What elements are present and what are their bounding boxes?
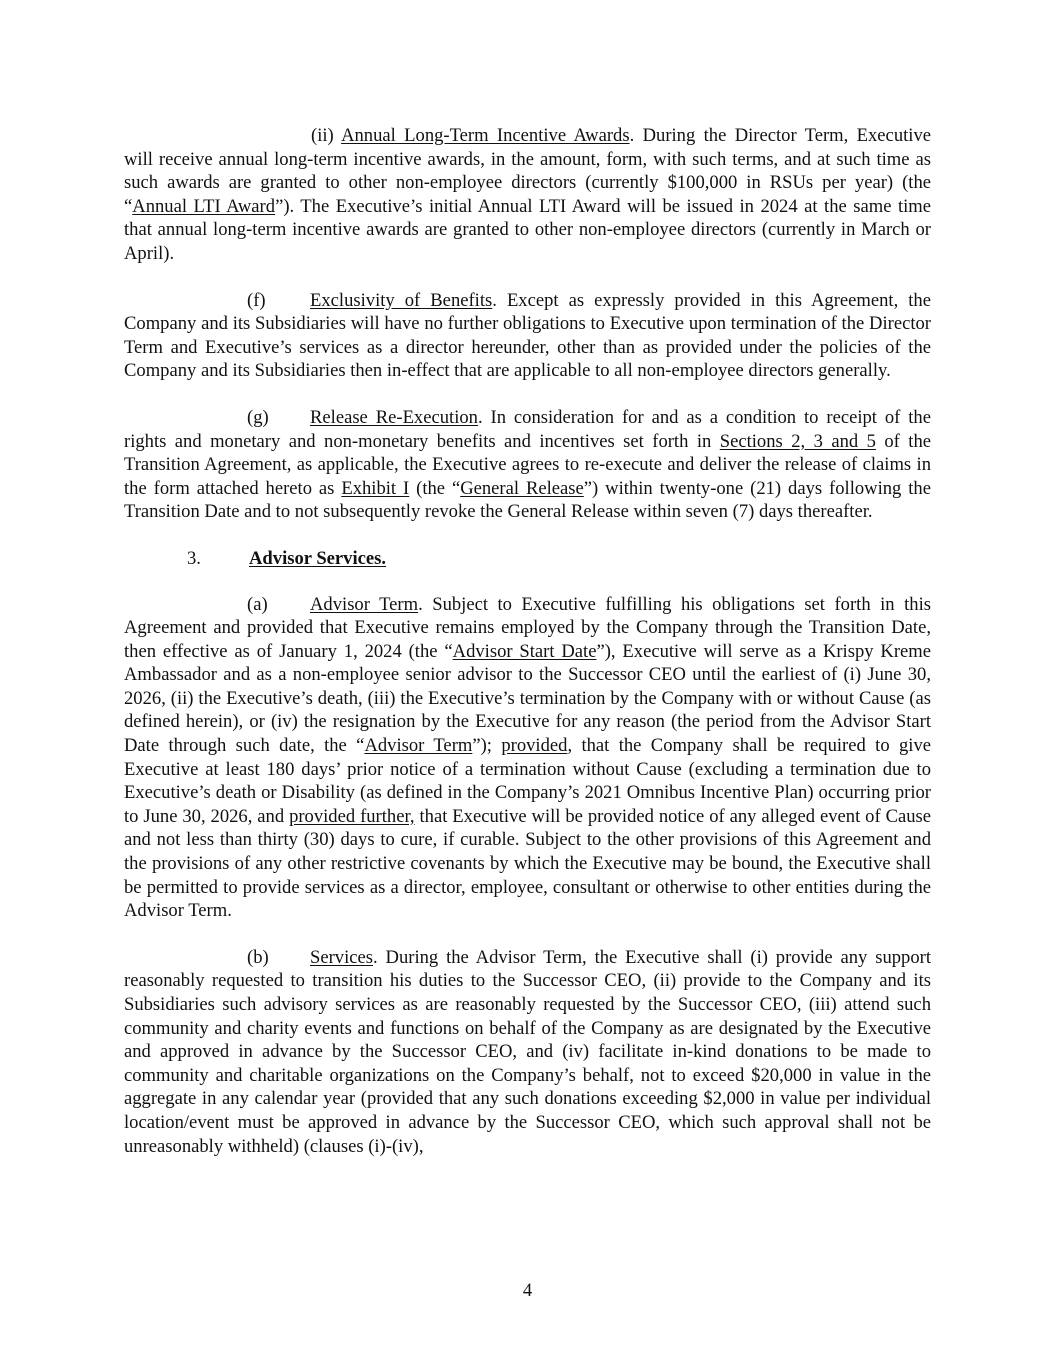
defined-term: Advisor Start Date [452, 640, 597, 662]
paragraph-title: Advisor Term [310, 593, 419, 615]
defined-term: Advisor Term [364, 735, 473, 757]
page-number: 4 [522, 1280, 533, 1301]
section-title: Advisor Services. [249, 547, 387, 569]
paragraph-label: (ii) [311, 125, 342, 146]
paragraph-label: (a) [247, 593, 268, 615]
paragraph-title: Services [310, 946, 373, 968]
paragraph-title: Exclusivity of Benefits [310, 289, 493, 311]
paragraph-label: (f) [247, 289, 266, 311]
paragraph-title: Annual Long-Term Incentive Awards [341, 125, 630, 146]
paragraph-label: (g) [247, 406, 269, 428]
cross-reference: Exhibit I [341, 477, 410, 499]
paragraph-f: (f) Exclusivity of Benefits. Except as expressly provided in this Agreement, the Company and its Subsidiaries will have no further obligations to Executive upon termination of the Director Term and Executive’s services as a director hereunder, other than as provided under the policies of the Company and its Subsidiaries then in-effect that are applicable to all non-employee directors generally. [124, 289, 931, 382]
document-page [124, 124, 931, 1181]
paragraph-label: (b) [247, 946, 269, 968]
paragraph-g: (g) Release Re-Execution. In consideration for and as a condition to receipt of the rights and monetary and non-monetary benefits and incentives set forth in Sections 2, 3 and 5 of the Transition Agreement, as applicable, the Executive agrees to re-execute and deliver the release of claims in the form attached hereto as Exhibit I (the “General Release”) within twenty-one (21) days following the Transition Date and to not subsequently revoke the General Release within seven (7) days thereafter. [124, 406, 931, 523]
defined-term: Annual LTI Award [132, 195, 276, 217]
cross-reference: Sections 2, 3 and 5 [719, 430, 876, 452]
section-number: 3. [187, 547, 201, 569]
proviso: provided further, [289, 805, 415, 827]
section-heading [124, 547, 931, 571]
proviso: provided [501, 735, 568, 757]
defined-term: General Release [460, 477, 584, 499]
paragraph-a: (a) Advisor Term. Subject to Executive fulfilling his obligations set forth in this Agreement and provided that Executive remains employed by the Company through the Transition Date, then effective as of January 1, 2024 (the “Advisor Start Date”), Executive will serve as a Krispy Kreme Ambassador and as a non-employee senior advisor to the Successor CEO until the earliest of (i) June 30, 2026, (ii) the Executive’s death, (iii) the Executive’s termination by the Company with or without Cause (as defined herein), or (iv) the resignation by the Executive for any reason (the period from the Advisor Start Date through such date, the “Advisor Term”); provided, that the Company shall be required to give Executive at least 180 days’ prior notice of a termination without Cause (excluding a termination due to Executive’s death or Disability (as defined in the Company’s 2021 Omnibus Incentive Plan) occurring prior to June 30, 2026, and provided further, that Executive will be provided notice of any alleged event of Cause and not less than thirty (30) days to cure, if curable. Subject to the other provisions of this Agreement and the provisions of any other restrictive covenants by which the Executive may be bound, the Executive shall be permitted to provide services as a director, employee, consultant or otherwise to other entities during the Advisor Term. [124, 593, 932, 922]
paragraph-title: Release Re-Execution [310, 406, 478, 428]
paragraph-b: (b) Services. During the Advisor Term, the Executive shall (i) provide any support reasonably requested to transition his duties to the Successor CEO, (ii) provide to the Company and its Subsidiaries such advisory services as are reasonably requested by the Successor CEO, (iii) attend such community and charity events and functions on behalf of the Company as are designated by the Executive and approved in advance by the Successor CEO, and (iv) facilitate in-kind donations to be made to community and charitable organizations on the Company’s behalf, not to exceed $20,000 in value in the aggregate in any calendar year (provided that any such donations exceeding $2,000 in value per individual location/event must be approved in advance by the Successor CEO, which such approval shall not be unreasonably withheld) (clauses (i)-(iv), [124, 946, 931, 1157]
paragraph-ii: (ii) Annual Long-Term Incentive Awards. During the Director Term, Executive will receive annual long-term incentive awards, in the amount, form, with such terms, and at such time as such awards are granted to other non-employee directors (currently $100,000 in RSUs per year) (the “Annual LTI Award”). The Executive’s initial Annual LTI Award will be issued in 2024 at the same time that annual long-term incentive awards are granted to other non-employee directors (currently in March or April). [124, 125, 931, 264]
